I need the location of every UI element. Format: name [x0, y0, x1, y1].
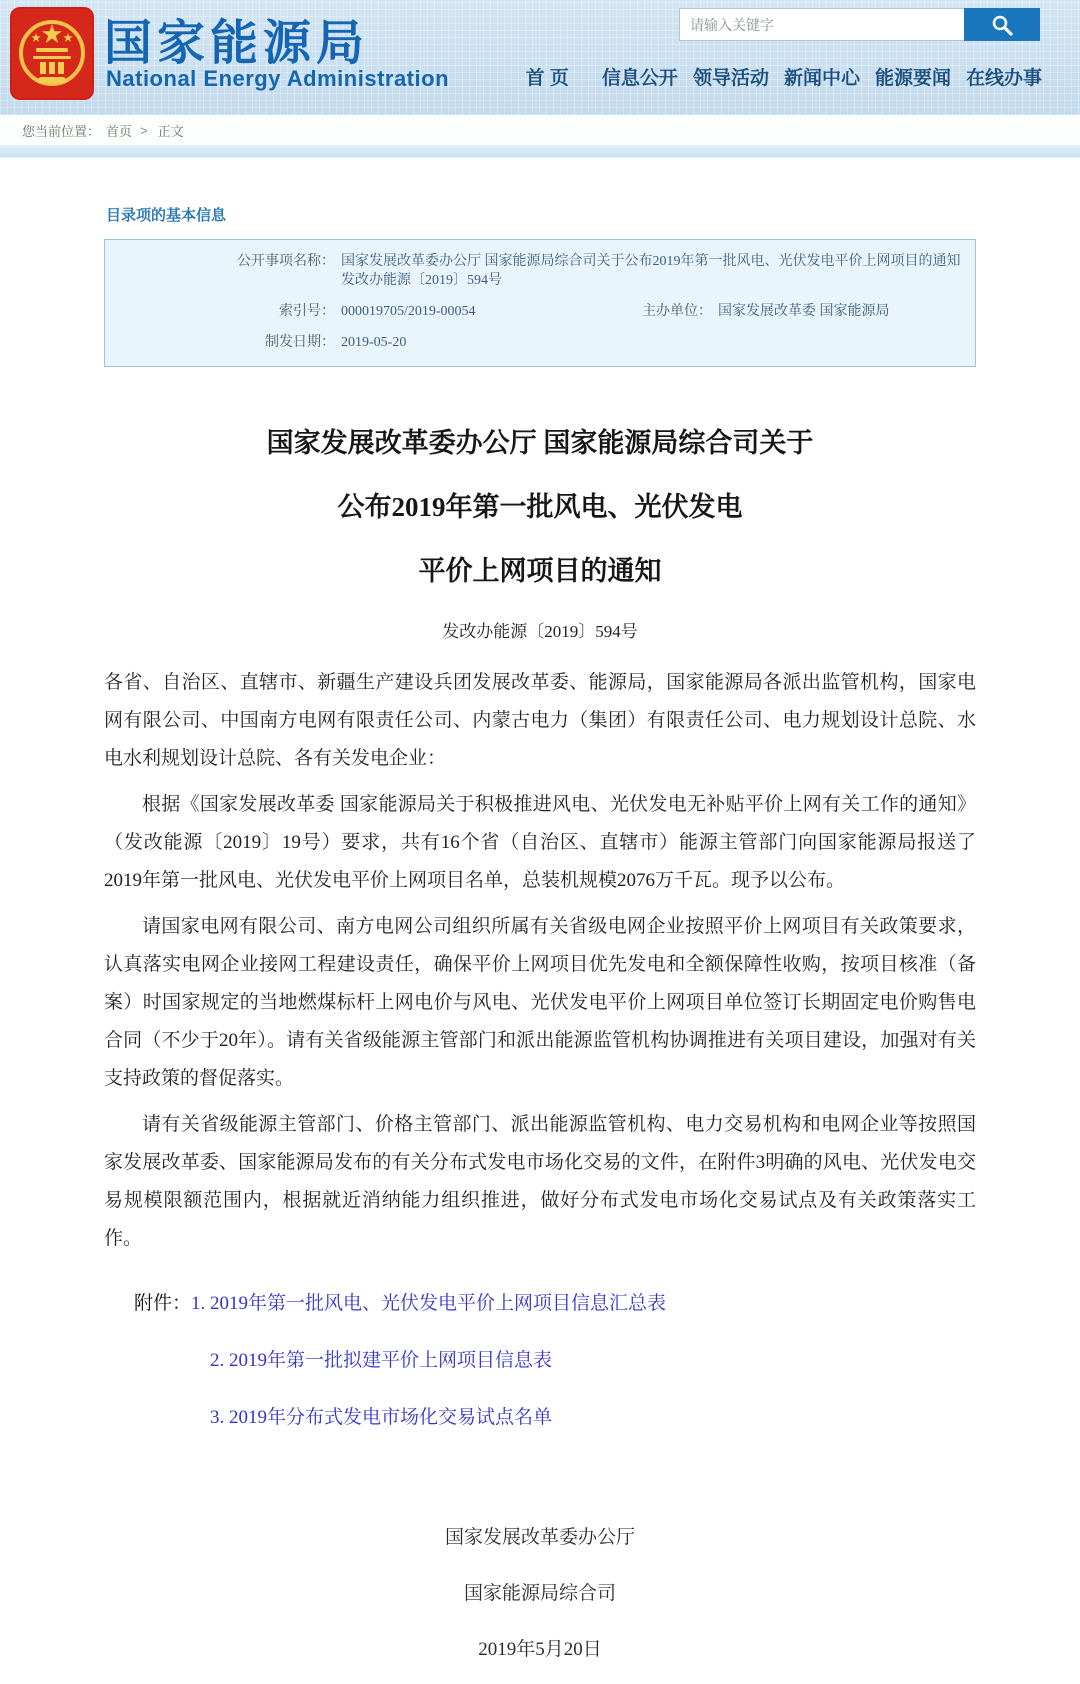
signature-org-1: 国家发展改革委办公厅 — [444, 1527, 635, 1548]
field-label-issue-date: 制发日期： — [265, 335, 335, 350]
document — [104, 425, 976, 1660]
main-navigation — [526, 63, 1042, 90]
field-value-index-number: 000019705/2019-00054 — [341, 304, 476, 319]
document-body — [104, 664, 976, 1258]
signature-org-2: 国家能源局综合司 — [463, 1583, 616, 1604]
field-label-host-org: 主办单位： — [642, 304, 712, 319]
breadcrumb — [0, 115, 1080, 145]
breadcrumb-separator: > — [140, 122, 148, 138]
field-label-item-name: 公开事项名称： — [237, 254, 335, 269]
search-icon — [990, 13, 1014, 37]
nav-item-home[interactable]: 首 页 — [525, 68, 569, 89]
signature-block — [104, 1528, 976, 1660]
nav-item-online-services[interactable]: 在线办事 — [965, 68, 1042, 89]
paragraph-1: 根据《国家发展改革委 国家能源局关于积极推进风电、光伏发电无补贴平价上网有关工作的通知》（发改能源〔2019〕19号）要求，共有16个省（自治区、直辖市）能源主管部门向国家能源局报送了2019年第一批风电、光伏发电平价上网项目名单，总装机规模2076万千瓦。现予以公布。 — [104, 794, 976, 891]
paragraph-2: 请国家电网有限公司、南方电网公司组织所属有关省级电网企业按照平价上网项目有关政策要求，认真落实电网企业接网工程建设责任，确保平价上网项目优先发电和全额保障性收购，按项目核准（备案）时国家规定的当地燃煤标杆上网电价与风电、光伏发电平价上网项目单位签订长期固定电价购售电合同（不少于20年）。请有关省级能源主管部门和派出能源监管机构协调推进有关项目建设，加强对有关支持政策的督促落实。 — [104, 916, 976, 1089]
attachments-section — [134, 1286, 976, 1436]
breadcrumb-home-link[interactable]: 首页 — [106, 123, 133, 139]
document-number: 发改办能源〔2019〕594号 — [442, 622, 638, 641]
document-title-line-2: 公布2019年第一批风电、光伏发电 — [337, 492, 743, 522]
paragraph-salutation: 各省、自治区、直辖市、新疆生产建设兵团发展改革委、能源局，国家能源局各派出监管机构，国家电网有限公司、中国南方电网有限责任公司、内蒙古电力（集团）有限责任公司、电力规划设计总院、水电水利规划设计总院、各有关发电企业： — [104, 672, 976, 769]
field-label-index-number: 索引号： — [279, 304, 335, 319]
paragraph-3: 请有关省级能源主管部门、价格主管部门、派出能源监管机构、电力交易机构和电网企业等按照国家发展改革委、国家能源局发布的有关分布式发电市场化交易的文件，在附件3明确的风电、光伏发电交易规模限额范围内，根据就近消纳能力组织推进，做好分布式发电市场化交易试点及有关政策落实工作。 — [104, 1114, 976, 1249]
header-divider-strip — [0, 145, 1080, 158]
signature-date: 2019年5月20日 — [478, 1639, 602, 1660]
field-value-host-org: 国家发展改革委 国家能源局 — [718, 304, 890, 319]
attachment-link-1[interactable]: 1. 2019年第一批风电、光伏发电平价上网项目信息汇总表 — [191, 1293, 667, 1314]
nav-item-leader-activities[interactable]: 领导活动 — [692, 68, 769, 89]
attachment-row-1 — [134, 1286, 976, 1322]
attachment-link-3[interactable]: 3. 2019年分布式发电市场化交易试点名单 — [210, 1407, 553, 1428]
field-value-item-name: 国家发展改革委办公厅 国家能源局综合司关于公布2019年第一批风电、光伏发电平价上网项目的通知 发改办能源〔2019〕594号 — [341, 254, 961, 288]
attachment-row-2 — [134, 1343, 976, 1379]
site-title-en: National Energy Administration — [106, 66, 450, 91]
national-emblem-logo[interactable] — [9, 6, 95, 104]
nav-item-info-disclosure[interactable]: 信息公开 — [601, 68, 678, 89]
site-header — [0, 0, 1080, 115]
site-title-cn: 国家能源局 — [104, 17, 370, 70]
document-title-line-3: 平价上网项目的通知 — [418, 556, 662, 586]
search-button[interactable] — [964, 8, 1040, 41]
catalog-info-table — [104, 239, 976, 367]
document-title — [104, 425, 976, 589]
document-title-line-1: 国家发展改革委办公厅 国家能源局综合司关于 — [266, 428, 814, 458]
national-emblem-icon — [9, 6, 95, 104]
field-value-issue-date: 2019-05-20 — [341, 335, 407, 350]
breadcrumb-label: 您当前位置： — [22, 123, 101, 139]
attachment-link-2[interactable]: 2. 2019年第一批拟建平价上网项目信息表 — [210, 1350, 553, 1371]
search-bar — [679, 8, 1040, 41]
catalog-info-heading: 目录项的基本信息 — [106, 207, 227, 224]
attachment-row-3 — [134, 1400, 976, 1436]
attachments-label: 附件： — [134, 1293, 192, 1314]
breadcrumb-current: 正文 — [157, 123, 184, 139]
nav-item-energy-news[interactable]: 能源要闻 — [874, 68, 951, 89]
search-input[interactable] — [679, 8, 964, 41]
main-content — [0, 204, 1080, 1684]
nav-item-news-center[interactable]: 新闻中心 — [783, 68, 860, 89]
